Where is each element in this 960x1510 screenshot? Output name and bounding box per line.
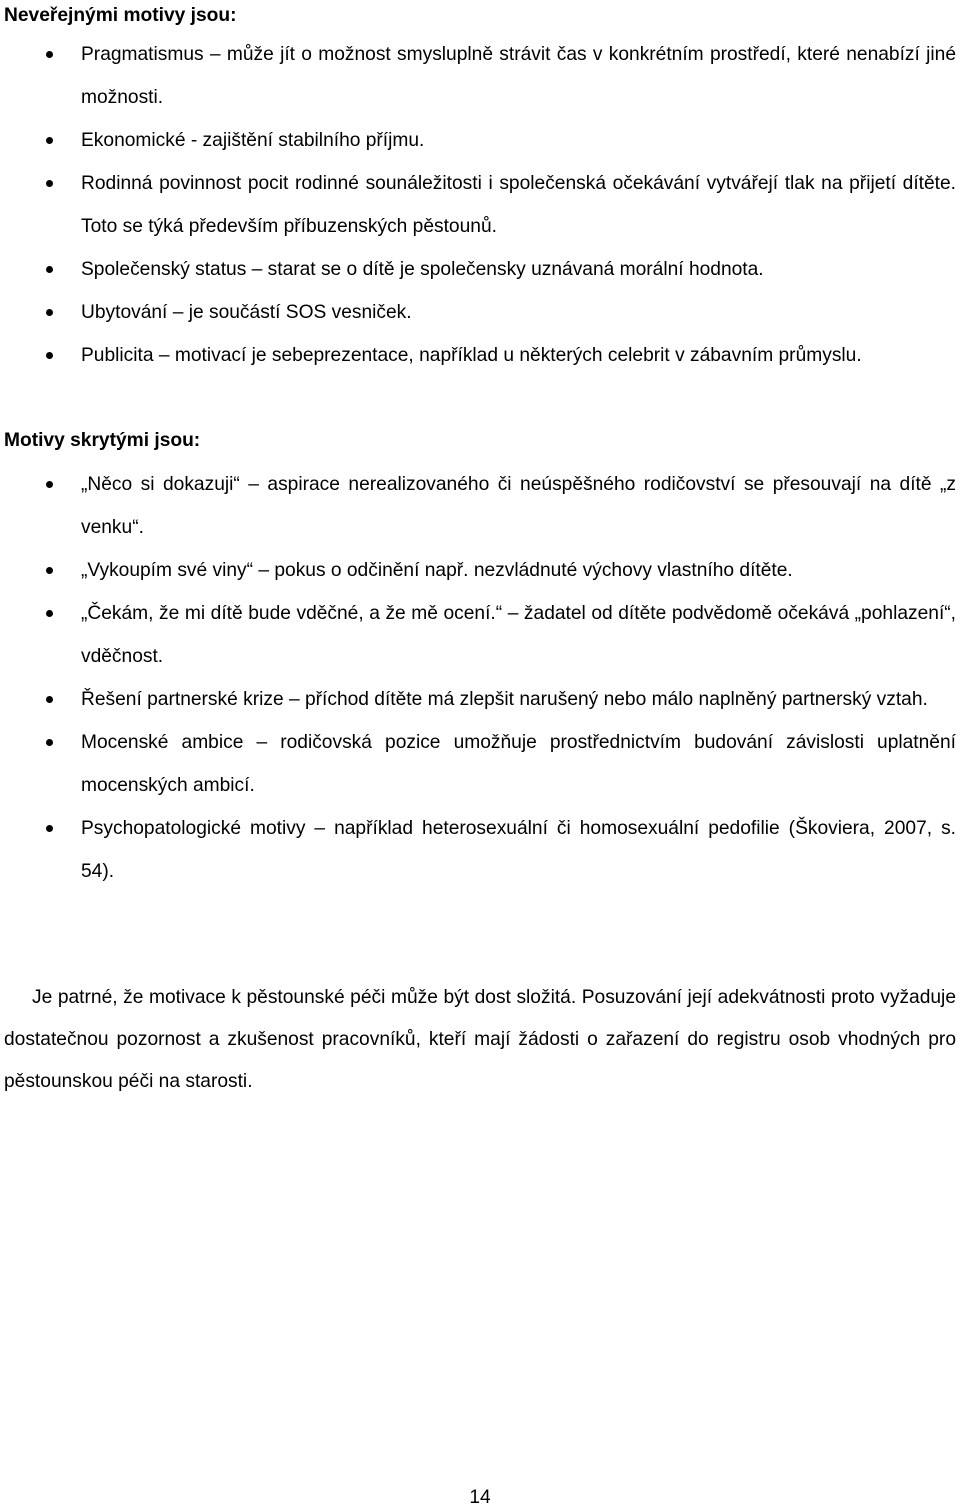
list-item-text: Publicita – motivací je sebeprezentace, například u některých celebrit v zábavním průmyslu. (81, 345, 862, 366)
list-item (0, 119, 960, 162)
bullet-icon (46, 309, 53, 316)
bullet-icon (46, 51, 53, 58)
bullet-icon (46, 825, 53, 832)
list-item (0, 592, 960, 678)
list-item (0, 162, 960, 248)
heading-hidden-motives: Motivy skrytými jsou: (4, 430, 201, 451)
bullet-icon (46, 180, 53, 187)
list-item (0, 807, 960, 893)
list-item (0, 678, 960, 721)
bullet-icon (46, 567, 53, 574)
list-item-text: Psychopatologické motivy – například heterosexuální či homosexuální pedofilie (Škoviera, 2007, s. 54). (81, 818, 956, 882)
list-item-text: Pragmatismus – může jít o možnost smysluplně strávit čas v konkrétním prostředí, které nenabízí jiné možnosti. (81, 44, 956, 108)
bullet-icon (46, 352, 53, 359)
list-item-text: Společenský status – starat se o dítě je společensky uznávaná morální hodnota. (81, 259, 764, 280)
list-item-text: Ubytování – je součástí SOS vesniček. (81, 302, 412, 323)
bullet-icon (46, 481, 53, 488)
list-item-text: „Něco si dokazuji“ – aspirace nerealizovaného či neúspěšného rodičovství se přesouvají na dítě „z venku“. (81, 474, 956, 538)
list-item-text: „Čekám, že mi dítě bude vděčné, a že mě ocení.“ – žadatel od dítěte podvědomě očekává „pohlazení“, vděčnost. (81, 603, 956, 667)
list-item-text: „Vykoupím své viny“ – pokus o odčinění např. nezvládnuté výchovy vlastního dítěte. (81, 560, 793, 581)
bullet-icon (46, 137, 53, 144)
list-item (0, 334, 960, 377)
list-item (0, 721, 960, 807)
heading-public-motives: Neveřejnými motivy jsou: (4, 5, 237, 26)
list-hidden-motives (0, 463, 960, 893)
page-number: 14 (469, 1487, 491, 1508)
bullet-icon (46, 266, 53, 273)
list-item (0, 248, 960, 291)
list-item (0, 33, 960, 119)
list-item (0, 463, 960, 549)
list-item-text: Řešení partnerské krize – příchod dítěte má zlepšit narušený nebo málo naplněný partnerský vztah. (81, 689, 928, 710)
list-item (0, 549, 960, 592)
list-item (0, 291, 960, 334)
bullet-icon (46, 696, 53, 703)
bullet-icon (46, 610, 53, 617)
list-item-text: Rodinná povinnost pocit rodinné sounáležitosti i společenská očekávání vytvářejí tlak na přijetí dítěte. Toto se týká především příbuzenských pěstounů. (81, 173, 956, 237)
list-public-motives (0, 33, 960, 377)
closing-paragraph: Je patrné, že motivace k pěstounské péči může být dost složitá. Posuzování její adekvátnosti proto vyžaduje dostatečnou pozornost a zkušenost pracovníků, kteří mají žádosti o zařazení do registru osob vhodných pro pěstounskou péči na starosti. (4, 987, 956, 1092)
list-item-text: Ekonomické - zajištění stabilního příjmu. (81, 130, 425, 151)
bullet-icon (46, 739, 53, 746)
list-item-text: Mocenské ambice – rodičovská pozice umožňuje prostřednictvím budování závislosti uplatnění mocenských ambicí. (81, 732, 956, 796)
